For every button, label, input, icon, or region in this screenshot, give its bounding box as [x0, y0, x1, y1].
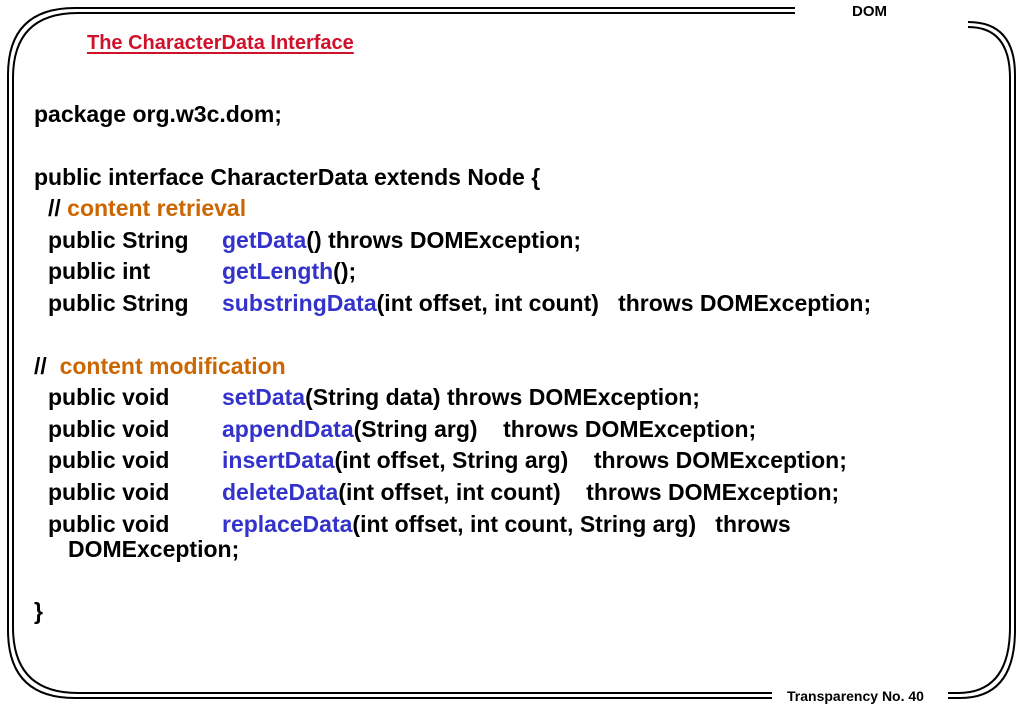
method-rest: (int offset, int count) throws DOMException; — [376, 290, 872, 316]
method-signature — [222, 478, 839, 506]
method-rest: (int offset, int count) throws DOMException; — [338, 479, 840, 505]
method-signature — [222, 383, 700, 411]
method-signature — [222, 415, 756, 443]
comment-modification — [34, 352, 286, 380]
comment-text: content modification — [59, 353, 286, 379]
return-type: public int — [48, 258, 151, 284]
method-name: getLength — [222, 258, 334, 284]
method-name: getData — [222, 227, 307, 253]
comment-slash: // — [34, 353, 60, 379]
method-rest: (int offset, int count, String arg) throws — [352, 511, 791, 537]
method-name: appendData — [222, 416, 354, 442]
method-signature — [222, 257, 356, 285]
return-type: public void — [48, 479, 170, 505]
method-rest: (int offset, String arg) throws DOMException; — [334, 447, 847, 473]
method-name: replaceData — [222, 511, 353, 537]
return-type: public void — [48, 447, 170, 473]
method-line — [48, 289, 189, 317]
method-signature — [222, 446, 847, 474]
package-line: package org.w3c.dom; — [34, 101, 282, 127]
method-name: insertData — [222, 447, 335, 473]
method-signature — [222, 226, 581, 254]
return-type: public String — [48, 227, 189, 253]
method-line — [48, 510, 169, 538]
method-signature — [222, 289, 871, 317]
method-line — [48, 478, 169, 506]
method-line — [48, 415, 169, 443]
method-name: setData — [222, 384, 306, 410]
method-line — [48, 226, 189, 254]
method-line — [48, 446, 169, 474]
method-signature — [222, 510, 791, 538]
comment-retrieval — [48, 194, 246, 222]
comment-slash: // — [48, 195, 68, 221]
method-rest: () throws DOMException; — [306, 227, 582, 253]
interface-declaration: public interface CharacterData extends Node { — [34, 164, 541, 190]
method-rest: (String data) throws DOMException; — [305, 384, 700, 410]
method-name: deleteData — [222, 479, 339, 505]
return-type: public void — [48, 384, 170, 410]
method-name: substringData — [222, 290, 377, 316]
return-type: public void — [48, 416, 170, 442]
section-label: DOM — [852, 3, 887, 20]
comment-text: content retrieval — [67, 195, 247, 221]
method-line — [48, 383, 169, 411]
return-type: public String — [48, 290, 189, 316]
closing-brace: } — [34, 598, 43, 624]
method-line — [48, 257, 150, 285]
method-rest: (); — [333, 258, 357, 284]
page-title: The CharacterData Interface — [87, 32, 354, 54]
method-continuation: DOMException; — [68, 536, 240, 562]
footer-label: Transparency No. 40 — [787, 688, 924, 704]
method-rest: (String arg) throws DOMException; — [353, 416, 757, 442]
return-type: public void — [48, 511, 170, 537]
